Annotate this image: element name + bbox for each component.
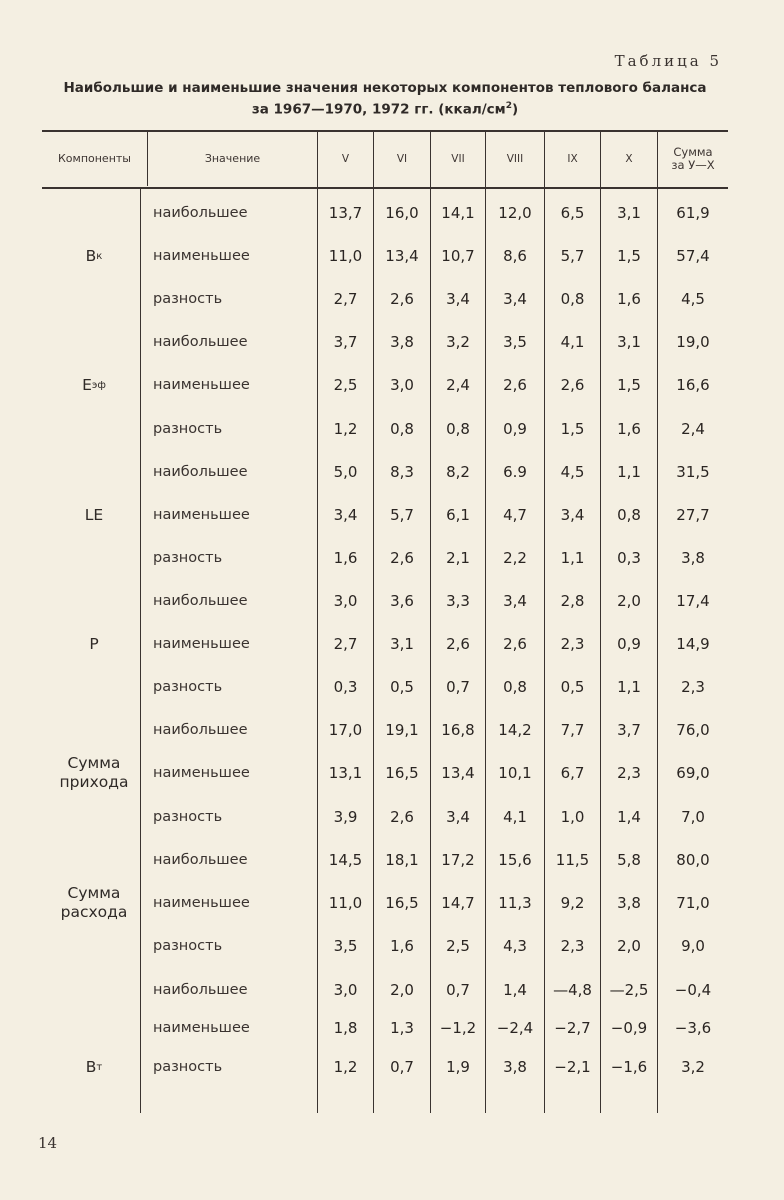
month-value-cell: 11,3 (498, 894, 532, 912)
month-value-cell: 0,5 (560, 678, 585, 696)
header-month: X (625, 152, 633, 165)
row-value-label: наибольшее (153, 852, 248, 868)
table-row (0, 538, 784, 578)
month-value-cell: 3,1 (617, 204, 641, 222)
table-row (0, 970, 784, 1010)
month-value-cell: 5,7 (560, 247, 585, 265)
table-row (0, 581, 784, 621)
month-value-cell: 8,6 (503, 247, 527, 265)
month-value-cell: 0,9 (503, 420, 527, 438)
month-value-cell: 2,0 (390, 981, 414, 999)
month-value-cell: 0,3 (617, 549, 641, 567)
month-value-cell: 0,8 (560, 290, 585, 308)
month-value-cell: 1,5 (617, 376, 641, 394)
month-value-cell: 4,1 (503, 808, 527, 826)
row-value-label: разность (153, 1059, 223, 1075)
sum-cell: 61,9 (676, 204, 710, 222)
header-value: Значение (204, 152, 261, 165)
sum-cell: 71,0 (676, 894, 710, 912)
month-value-cell: 17,0 (328, 721, 363, 739)
sum-cell: 14,9 (676, 635, 710, 653)
month-value-cell: 17,2 (441, 851, 475, 869)
month-value-cell: 14,2 (498, 721, 532, 739)
table-row (0, 840, 784, 880)
month-value-cell: −2,1 (554, 1058, 591, 1076)
month-value-cell: 2,5 (333, 376, 358, 394)
month-value-cell: 2,6 (503, 376, 527, 394)
month-value-cell: 12,0 (498, 204, 532, 222)
month-value-cell: 2,7 (333, 635, 358, 653)
month-value-cell: 5,7 (390, 506, 414, 524)
month-value-cell: 8,3 (390, 463, 414, 481)
month-value-cell: 1,0 (560, 808, 585, 826)
component-label: Сумма расхода (60, 884, 128, 921)
component-label: LE (84, 505, 104, 524)
header-month: V (341, 152, 350, 165)
month-value-cell: 1,4 (617, 808, 641, 826)
row-value-label: наибольшее (153, 722, 248, 738)
month-value-cell: 3,4 (446, 290, 470, 308)
month-value-cell: 1,6 (390, 937, 414, 955)
month-value-cell: 10,7 (441, 247, 475, 265)
month-value-cell: 0,7 (446, 678, 470, 696)
month-value-cell: 2,6 (390, 549, 414, 567)
table-title-line1: Наибольшие и наименьшие значения некоторых компонентов теплового баланса (63, 80, 707, 96)
header-month: VIII (506, 152, 524, 165)
month-value-cell: 3,3 (446, 592, 470, 610)
month-value-cell: −0,9 (610, 1019, 648, 1037)
month-value-cell: 3,8 (617, 894, 641, 912)
month-value-cell: 3,0 (390, 376, 414, 394)
month-value-cell: —4,8 (553, 981, 592, 999)
month-value-cell: 4,1 (560, 333, 585, 351)
table-row (0, 279, 784, 319)
month-value-cell: 13,7 (328, 204, 363, 222)
sum-cell: 57,4 (676, 247, 710, 265)
month-value-cell: 19,1 (385, 721, 419, 739)
month-value-cell: −2,4 (496, 1019, 534, 1037)
month-value-cell: 3,1 (617, 333, 641, 351)
month-value-cell: 1,3 (390, 1019, 414, 1037)
month-value-cell: 2,4 (446, 376, 470, 394)
row-value-label: наименьшее (153, 765, 250, 781)
month-value-cell: 3,2 (446, 333, 470, 351)
month-value-cell: 0,5 (390, 678, 414, 696)
month-value-cell: 16,5 (385, 894, 419, 912)
month-value-cell: 3,5 (333, 937, 358, 955)
month-value-cell: 2,2 (503, 549, 527, 567)
month-value-cell: 4,3 (503, 937, 527, 955)
month-value-cell: 13,4 (385, 247, 419, 265)
month-value-cell: 10,1 (498, 764, 532, 782)
month-value-cell: 2,6 (390, 808, 414, 826)
header-month: VI (396, 152, 408, 165)
month-value-cell: 2,3 (617, 764, 641, 782)
month-value-cell: 1,6 (333, 549, 358, 567)
month-value-cell: 0,3 (333, 678, 358, 696)
header-component: Компоненты (57, 152, 131, 165)
table-row (0, 409, 784, 449)
month-value-cell: 1,1 (617, 463, 641, 481)
sum-cell: −3,6 (674, 1019, 712, 1037)
month-value-cell: 3,1 (390, 635, 414, 653)
month-value-cell: —2,5 (609, 981, 649, 999)
month-value-cell: 3,4 (333, 506, 358, 524)
month-value-cell: 0,8 (446, 420, 470, 438)
month-value-cell: 9,2 (560, 894, 585, 912)
month-value-cell: 0,8 (390, 420, 414, 438)
table-row (0, 926, 784, 966)
month-value-cell: 2,6 (390, 290, 414, 308)
table-row (0, 322, 784, 362)
row-value-label: разность (153, 291, 223, 307)
row-value-label: наименьшее (153, 895, 250, 911)
row-value-label: наибольшее (153, 982, 248, 998)
table-title (30, 79, 740, 119)
month-value-cell: 5,8 (617, 851, 641, 869)
month-value-cell: −1,6 (610, 1058, 648, 1076)
sum-cell: 4,5 (681, 290, 705, 308)
sum-cell: 3,2 (681, 1058, 705, 1076)
table-header-rule (42, 187, 728, 189)
month-value-cell: 16,0 (385, 204, 419, 222)
month-value-cell: 2,1 (446, 549, 470, 567)
sum-cell: 27,7 (676, 506, 710, 524)
month-value-cell: 2,8 (560, 592, 585, 610)
month-value-cell: 2,6 (503, 635, 527, 653)
month-value-cell: 14,7 (441, 894, 475, 912)
sum-cell: 76,0 (676, 721, 710, 739)
sum-cell: 19,0 (676, 333, 710, 351)
component-label: Сумма прихода (59, 754, 129, 791)
month-value-cell: 1,5 (560, 420, 585, 438)
month-value-cell: 6.9 (503, 463, 527, 481)
month-value-cell: 11,5 (555, 851, 590, 869)
month-value-cell: 3,7 (617, 721, 641, 739)
month-value-cell: 1,4 (503, 981, 527, 999)
month-value-cell: 15,6 (498, 851, 532, 869)
month-value-cell: 18,1 (385, 851, 419, 869)
month-value-cell: 3,8 (503, 1058, 527, 1076)
month-value-cell: 3,6 (390, 592, 414, 610)
month-value-cell: 3,4 (446, 808, 470, 826)
sum-cell: 17,4 (676, 592, 710, 610)
month-value-cell: 1,9 (446, 1058, 470, 1076)
month-value-cell: 4,7 (503, 506, 527, 524)
component-label: B т (85, 1057, 103, 1076)
row-value-label: разность (153, 421, 223, 437)
row-value-label: разность (153, 550, 223, 566)
header-sum: Сумма за У—Х (671, 144, 715, 172)
month-value-cell: 1,6 (617, 420, 641, 438)
row-value-label: наименьшее (153, 636, 250, 652)
component-label: B к (85, 246, 103, 265)
table-row (0, 193, 784, 233)
month-value-cell: 16,8 (441, 721, 475, 739)
row-value-label: наименьшее (153, 377, 250, 393)
sum-cell: 69,0 (676, 764, 710, 782)
month-value-cell: 3,8 (390, 333, 414, 351)
month-value-cell: 14,5 (328, 851, 363, 869)
month-value-cell: 3,5 (503, 333, 527, 351)
row-value-label: наибольшее (153, 464, 248, 480)
month-value-cell: 2,5 (446, 937, 470, 955)
row-value-label: разность (153, 938, 223, 954)
month-value-cell: −2,7 (554, 1019, 591, 1037)
month-value-cell: 3,4 (560, 506, 585, 524)
month-value-cell: 14,1 (441, 204, 475, 222)
month-value-cell: 2,0 (617, 592, 641, 610)
month-value-cell: 5,0 (333, 463, 358, 481)
month-value-cell: 0,8 (617, 506, 641, 524)
row-value-label: разность (153, 809, 223, 825)
sum-cell: 2,3 (681, 678, 705, 696)
month-value-cell: 13,1 (328, 764, 363, 782)
month-value-cell: 1,1 (560, 549, 585, 567)
month-value-cell: 6,5 (560, 204, 585, 222)
sum-cell: 80,0 (676, 851, 710, 869)
month-value-cell: −1,2 (439, 1019, 477, 1037)
month-value-cell: 2,0 (617, 937, 641, 955)
sum-cell: 3,8 (681, 549, 705, 567)
row-value-label: наименьшее (153, 248, 250, 264)
month-value-cell: 2,3 (560, 635, 585, 653)
table-title-line2: за 1967—1970, 1972 гг. $(ккал/см^2)$ (251, 101, 519, 118)
month-value-cell: 1,1 (617, 678, 641, 696)
month-value-cell: 6,1 (446, 506, 470, 524)
month-value-cell: 16,5 (385, 764, 419, 782)
component-label: P (89, 634, 99, 653)
page-number: 14 (38, 1134, 58, 1152)
month-value-cell: 0,8 (503, 678, 527, 696)
sum-cell: 9,0 (681, 937, 705, 955)
table-row (0, 452, 784, 492)
month-value-cell: 0,7 (390, 1058, 414, 1076)
month-value-cell: 1,2 (333, 420, 358, 438)
sum-cell: 31,5 (676, 463, 710, 481)
header-month: VII (451, 152, 465, 165)
month-value-cell: 0,7 (446, 981, 470, 999)
month-value-cell: 7,7 (560, 721, 585, 739)
month-value-cell: 11,0 (328, 247, 363, 265)
month-value-cell: 1,8 (333, 1019, 358, 1037)
month-value-cell: 3,7 (333, 333, 358, 351)
month-value-cell: 1,5 (617, 247, 641, 265)
sum-cell: −0,4 (674, 981, 712, 999)
table-row (0, 710, 784, 750)
table-row (0, 1008, 784, 1048)
row-value-label: наименьшее (153, 1020, 250, 1036)
month-value-cell: 6,7 (560, 764, 585, 782)
month-value-cell: 11,0 (328, 894, 363, 912)
month-value-cell: 3,4 (503, 290, 527, 308)
row-value-label: наибольшее (153, 334, 248, 350)
month-value-cell: 1,6 (617, 290, 641, 308)
row-value-label: разность (153, 679, 223, 695)
table-number-label: Таблица 5 (614, 52, 722, 70)
row-value-label: наименьшее (153, 507, 250, 523)
month-value-cell: 2,7 (333, 290, 358, 308)
header-month: IX (567, 152, 578, 165)
month-value-cell: 8,2 (446, 463, 470, 481)
month-value-cell: 3,0 (333, 592, 358, 610)
month-value-cell: 2,6 (446, 635, 470, 653)
month-value-cell: 3,0 (333, 981, 358, 999)
month-value-cell: 2,3 (560, 937, 585, 955)
row-value-label: наибольшее (153, 205, 248, 221)
table-row (0, 667, 784, 707)
table-row (0, 797, 784, 837)
month-value-cell: 1,2 (333, 1058, 358, 1076)
month-value-cell: 0,9 (617, 635, 641, 653)
month-value-cell: 3,4 (503, 592, 527, 610)
row-value-label: наибольшее (153, 593, 248, 609)
month-value-cell: 13,4 (441, 764, 475, 782)
month-value-cell: 4,5 (560, 463, 585, 481)
sum-cell: 2,4 (681, 420, 705, 438)
month-value-cell: 3,9 (333, 808, 358, 826)
sum-cell: 16,6 (676, 376, 710, 394)
component-label: E эф (82, 375, 106, 394)
month-value-cell: 2,6 (560, 376, 585, 394)
sum-cell: 7,0 (681, 808, 705, 826)
